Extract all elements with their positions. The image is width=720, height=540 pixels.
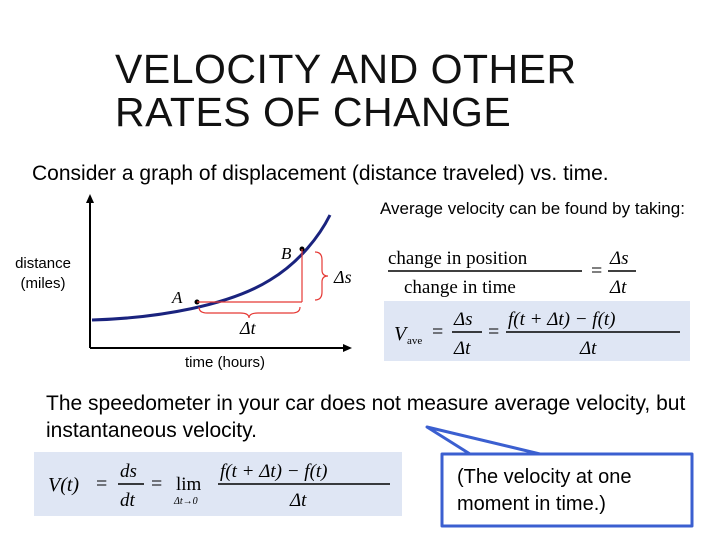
inst-lim-sub: Δt→0 xyxy=(174,496,198,507)
point-a-label: A xyxy=(172,288,183,307)
vave-ds: Δs xyxy=(454,309,473,330)
vave-equals-1: = xyxy=(432,321,444,343)
inst-ds: ds xyxy=(120,461,137,482)
inst-numerator: f(t + Δt) − f(t) xyxy=(220,461,328,482)
vave-numerator: f(t + Δt) − f(t) xyxy=(508,309,616,330)
inst-equals-1: = xyxy=(96,473,108,495)
slide-title-line-1: VELOCITY AND OTHER xyxy=(115,46,577,92)
slide-subtitle: Consider a graph of displacement (distance traveled) vs. time. xyxy=(32,162,609,185)
delta-t-label: Δt xyxy=(240,318,256,338)
vave-lhs-sub: ave xyxy=(407,335,423,347)
y-axis-label-line-1: distance xyxy=(15,255,71,272)
average-velocity-intro: Average velocity can be found by taking: xyxy=(380,199,685,218)
slide-title-line-2: RATES OF CHANGE xyxy=(115,89,512,135)
vave-lhs: V xyxy=(394,323,407,345)
x-axis-label: time (hours) xyxy=(185,354,266,371)
inst-denominator: Δt xyxy=(290,490,307,511)
inst-equals-2: = xyxy=(151,473,163,495)
vave-dt: Δt xyxy=(454,338,471,359)
vave-equals-2: = xyxy=(488,321,500,343)
inst-lim: lim xyxy=(176,474,202,495)
inst-lhs: V(t) xyxy=(48,474,80,496)
speedometer-statement: The speedometer in your car does not measure average velocity, but instantaneous velocity. xyxy=(46,392,686,442)
vave-denominator: Δt xyxy=(580,338,597,359)
word-dt: Δt xyxy=(610,277,627,298)
point-b-label: B xyxy=(281,244,292,263)
word-equals: = xyxy=(591,260,603,282)
word-ds: Δs xyxy=(610,248,629,269)
callout-text: (The velocity at one moment in time.) xyxy=(457,466,632,515)
inst-dt: dt xyxy=(120,490,135,511)
delta-s-label: Δs xyxy=(334,267,352,287)
y-axis-label-line-2: (miles) xyxy=(20,275,66,292)
word-numerator: change in position xyxy=(388,248,528,269)
word-denominator: change in time xyxy=(404,277,516,298)
